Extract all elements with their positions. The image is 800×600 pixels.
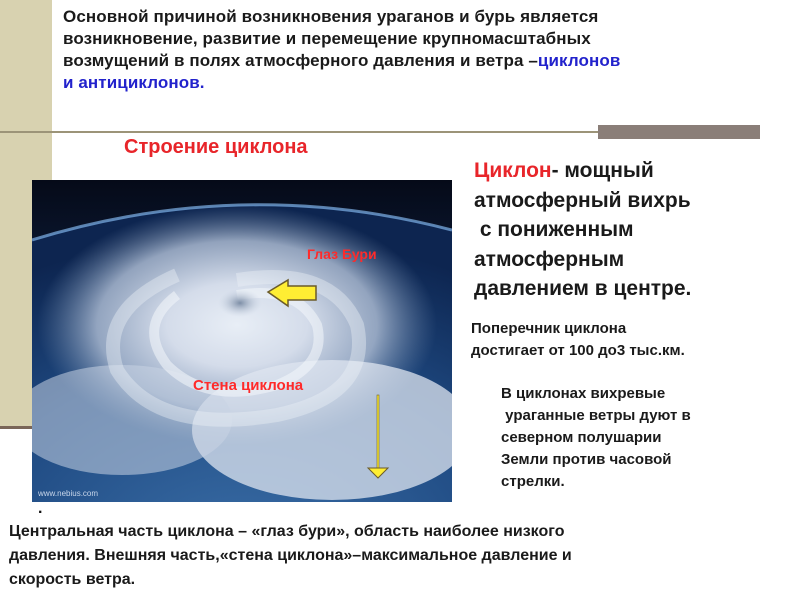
intro-paragraph: [63, 6, 799, 94]
intro-accent-anticyclones: и антициклонов.: [63, 73, 205, 92]
divider-line: [0, 131, 600, 133]
wind-rotation-note: [501, 383, 791, 493]
eye-of-storm-label: Глаз Бури: [307, 246, 377, 262]
cyclone-definition: [474, 156, 774, 304]
rotation-line: ураганные ветры дуют в: [501, 407, 691, 424]
summary-line: скорость ветра.: [9, 571, 136, 588]
rotation-line: стрелки.: [501, 473, 565, 490]
summary-line: Центральная часть циклона – «глаз бури», область наиболее низкого: [9, 523, 565, 540]
divider-accent-block: [598, 125, 760, 139]
cyclone-structure-title: Строение циклона: [124, 136, 308, 158]
intro-accent-cyclones: циклонов: [537, 51, 621, 70]
cyclone-wall-label: Стена циклона: [193, 377, 304, 394]
intro-line-text: возмущений в полях атмосферного давления и ветра –: [63, 51, 538, 70]
definition-line: с пониженным: [474, 218, 634, 241]
definition-line: атмосферный вихрь: [474, 188, 691, 212]
intro-line: Основной причиной возникновения ураганов и бурь является: [63, 7, 599, 26]
cyclone-parts-summary: [9, 520, 799, 592]
summary-line: давления. Внешняя часть,«стена циклона»–максимальное давление и: [9, 547, 572, 564]
definition-line: атмосферным: [474, 247, 625, 271]
diameter-line: Поперечник циклона: [471, 320, 627, 337]
wall-pointer-arrow-shaft: [377, 395, 379, 473]
stray-dot: .: [38, 500, 43, 517]
rotation-line: северном полушарии: [501, 429, 662, 446]
definition-term: Циклон: [474, 159, 552, 182]
intro-line: [63, 50, 799, 72]
rotation-line: В циклонах вихревые: [501, 385, 666, 402]
hurricane-illustration: [32, 180, 452, 502]
definition-first-line: [474, 156, 774, 186]
definition-line: давлением в центре.: [474, 277, 692, 300]
image-watermark: www.nebius.com: [38, 489, 99, 498]
rotation-line: Земли против часовой: [501, 451, 672, 468]
hurricane-satellite-image: [32, 180, 452, 502]
diameter-line: достигает от 100 до3 тыс.км.: [471, 342, 685, 359]
definition-first-rest: - мощный: [551, 159, 654, 182]
intro-line: возникновение, развитие и перемещение крупномасштабных: [63, 29, 591, 48]
cyclone-diameter-note: [471, 318, 791, 362]
